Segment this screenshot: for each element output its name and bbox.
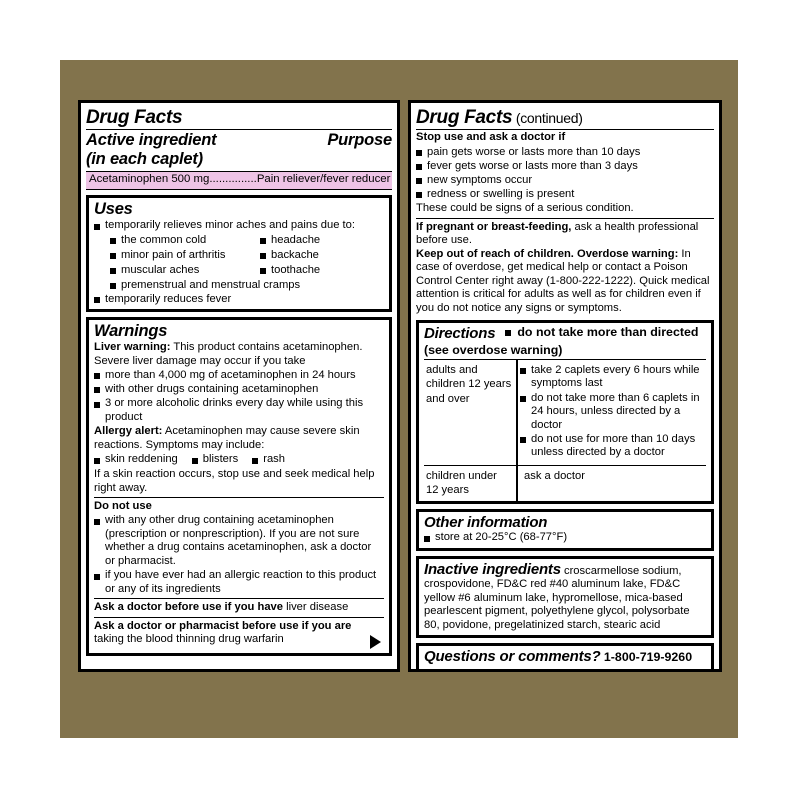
keep-out-line [416,248,714,316]
divider [94,598,384,599]
directions-table [424,359,706,500]
active-ingredient-block [86,131,392,190]
stop-use-item: pain gets worse or lasts more than 10 days [416,146,714,160]
keep-out-of-reach-section [416,248,714,316]
divider [94,497,384,498]
allergy-symptom: blisters [192,453,238,467]
do-not-use-item: if you have ever had an allergic reaction to this product or any of its ingredients [94,569,384,596]
ask-pharmacist-regular: taking the blood thinning drug warfarin [94,633,284,646]
other-information-list [424,531,706,545]
liver-warning-list [94,369,384,424]
uses-item: muscular aches [110,263,260,278]
uses-section [86,195,392,312]
questions-line [424,648,706,666]
uses-item: backache [260,248,384,263]
liver-warning-label: Liver warning: [94,341,171,354]
drug-facts-panel-left [78,100,400,672]
uses-lead-list [94,219,384,233]
directions-note: do not take more than directed [505,325,698,339]
drug-facts-heading-continued: (continued) [512,110,583,126]
stop-use-item: fever gets worse or lasts more than 3 days [416,160,714,174]
directions-note-sub: (see overdose warning) [424,343,563,358]
questions-phone: 1-800-719-9260 [600,650,693,665]
directions-instruction: do not take more than 6 caplets in 24 hours, unless directed by a doctor [520,392,702,433]
uses-item: premenstrual and menstrual cramps [110,278,384,293]
directions-plain: ask a doctor [517,465,706,501]
uses-item: minor pain of arthritis [110,248,260,263]
directions-instruction-list [520,364,702,460]
inactive-ingredients-section [416,556,714,639]
do-not-use-heading: Do not use [94,500,152,513]
do-not-use-list [94,514,384,596]
drug-facts-heading-bold: Drug Facts [416,107,513,128]
stop-use-section [416,131,714,215]
allergy-symptom: rash [252,453,285,467]
continuation-arrow-icon [370,635,381,649]
directions-who: children under 12 years [424,465,517,501]
stop-use-list [416,146,714,202]
uses-item-grid [110,233,384,293]
directions-instructions [517,360,706,465]
keep-out-bold: Keep out of reach of children. Overdose warning: [416,247,679,260]
purpose-heading: Purpose [327,131,392,150]
leader-dots: ............... [209,173,257,186]
uses-extra: temporarily reduces fever [94,293,384,307]
active-ingredient-heading-line1: Active ingredient [86,131,217,150]
liver-warning-item: with other drugs containing acetaminophen [94,383,384,397]
divider [94,617,384,618]
directions-who: adults and children 12 years and over [424,360,517,465]
inactive-ingredients-text: croscarmellose sodium, crospovidone, FD&C red #40 aluminum lake, FD&C yellow #6 aluminum lake, hypromellose, mica-based pearlescent pigment, polyethylene glycol, polysorbate 80, povidone, pregelatinized starch, stearic acid [424,564,690,631]
stop-use-heading: Stop use and ask a doctor if [416,131,566,144]
active-ingredient-row [86,171,392,190]
questions-heading: Questions or comments? [424,648,601,666]
stop-use-closing: These could be signs of a serious condition. [416,201,634,214]
pregnancy-line [416,221,714,248]
ask-doctor-line [94,601,384,615]
divider [416,129,714,130]
divider [416,218,714,219]
uses-heading: Uses [94,200,133,219]
allergy-alert-text: Acetaminophen may cause severe skin reactions. Symptoms may include: [94,425,360,451]
table-row [424,360,706,465]
ask-doctor-bold: Ask a doctor before use if you have [94,601,283,614]
do-not-use-item: with any other drug containing acetaminophen (prescription or nonprescription). If you are not sure whether a drug contains acetaminophen, ask a doctor or pharmacist. [94,514,384,568]
ask-pharmacist-line [94,620,384,647]
liver-warning-text: This product contains acetaminophen. Severe liver damage may occur if you take [94,341,363,367]
drug-facts-continued-heading [416,107,714,128]
keep-out-regular: In case of overdose, get medical help or contact a Poison Control Center right away (1-800-222-1222). Quick medical attention is critical for adults as well as for children even if you do not notice any signs or symptoms. [416,247,710,314]
allergy-alert [94,425,384,452]
liver-warning [94,341,384,368]
active-ingredient-purpose: Pain reliever/fever reducer [256,173,391,186]
uses-item: the common cold [110,233,260,248]
inactive-ingredients-heading: Inactive ingredients [424,560,561,578]
warnings-heading: Warnings [94,322,168,341]
warnings-section [86,317,392,656]
pregnancy-bold: If pregnant or breast-feeding, [416,220,572,233]
stop-use-item: redness or swelling is present [416,188,714,202]
directions-heading: Directions [424,325,496,343]
uses-item: toothache [260,263,384,278]
active-ingredient-name: Acetaminophen 500 mg [89,173,210,186]
questions-section [416,643,714,672]
uses-lead: temporarily relieves minor aches and pains due to: [94,219,384,233]
other-information-item: store at 20-25°C (68-77°F) [424,531,706,545]
other-information-section [416,509,714,551]
allergy-alert-label: Allergy alert: [94,425,163,438]
allergy-symptom: skin reddening [94,453,178,467]
allergy-symptom-list [94,453,384,467]
ask-pharmacist-bold: Ask a doctor or pharmacist before use if you are [94,619,352,632]
pregnancy-regular: ask a health professional before use. [416,220,699,247]
liver-warning-item: more than 4,000 mg of acetaminophen in 24 hours [94,369,384,383]
stop-use-item: new symptoms occur [416,174,714,188]
liver-warning-item: 3 or more alcoholic drinks every day while using this product [94,397,384,424]
uses-item: headache [260,233,384,248]
inactive-ingredients-line [424,561,706,633]
pregnancy-section [416,221,714,248]
divider [86,129,392,130]
drug-facts-panel-right [408,100,722,672]
directions-instruction: do not use for more than 10 days unless directed by a doctor [520,433,702,460]
uses-extra-list [94,293,384,307]
directions-section [416,320,714,503]
directions-instruction: take 2 caplets every 6 hours while symptoms last [520,364,702,391]
drug-facts-heading: Drug Facts [86,107,183,128]
ask-doctor-regular: liver disease [283,601,349,614]
other-information-heading: Other information [424,513,548,531]
allergy-followup: If a skin reaction occurs, stop use and seek medical help right away. [94,467,375,494]
table-row [424,465,706,501]
directions-heading-row [424,325,706,343]
active-ingredient-heading-line2: (in each caplet) [86,150,203,169]
